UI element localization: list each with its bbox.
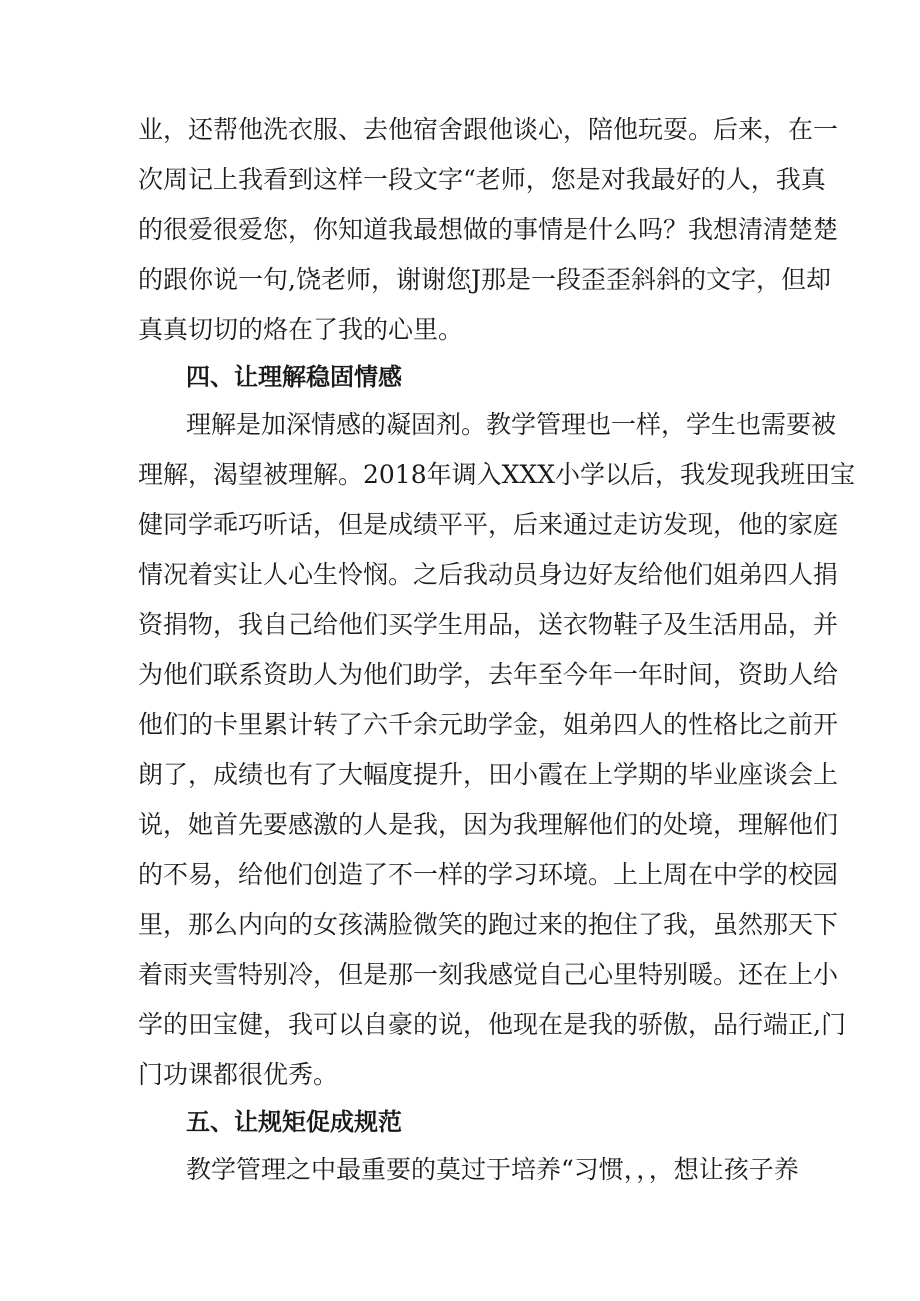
paragraph-line: 为他们联系资助人为他们助学，去年至今年一年时间，资助人给 (138, 660, 839, 689)
paragraph-line: 资捐物，我自己给他们买学生用品，送衣物鞋子及生活用品，并 (138, 610, 839, 639)
paragraph-line: 真真切切的烙在了我的心里。 (138, 315, 464, 344)
paragraph-line: 的很爱很爱您，你知道我最想做的事情是什么吗？我想清清楚楚 (138, 215, 839, 244)
paragraph-line: 理解是加深情感的凝固剂。教学管理也一样，学生也需要被 (186, 410, 837, 439)
paragraph-line: 说，她首先要感激的人是我，因为我理解他们的处境，理解他们 (138, 810, 839, 839)
paragraph-line: 学的田宝健，我可以自豪的说，他现在是我的骄傲，品行端正,门 (138, 1010, 846, 1039)
paragraph-line: 教学管理之中最重要的莫过于培养“习惯，，，想让孩子养 (186, 1155, 799, 1184)
section-heading: 四、让理解稳固情感 (186, 363, 402, 391)
paragraph-line: 次周记上我看到这样一段文字“老师，您是对我最好的人，我真 (138, 165, 826, 194)
paragraph-line: 里，那么内向的女孩满脸微笑的跑过来的抱住了我，虽然那天下 (138, 910, 839, 939)
paragraph-line: 门功课都很优秀。 (138, 1060, 339, 1089)
paragraph-line: 的跟你说一句,饶老师，谢谢您J那是一段歪歪斜斜的文字，但却 (138, 265, 831, 294)
paragraph-line: 朗了，成绩也有了大幅度提升，田小霞在上学期的毕业座谈会上 (138, 760, 839, 789)
paragraph-line: 业，还帮他洗衣服、去他宿舍跟他谈心，陪他玩耍。后来，在一 (138, 115, 839, 144)
section-heading: 五、让规矩促成规范 (186, 1108, 402, 1136)
paragraph-line: 健同学乖巧听话，但是成绩平平，后来通过走访发现，他的家庭 (138, 510, 839, 539)
paragraph-line: 着雨夹雪特别冷，但是那一刻我感觉自己心里特别暖。还在上小 (138, 960, 839, 989)
paragraph-line: 的不易，给他们创造了不一样的学习环境。上上周在中学的校园 (138, 860, 839, 889)
paragraph-line: 理解，渴望被理解。2018年调入XXX小学以后，我发现我班田宝 (138, 460, 856, 489)
paragraph-line: 他们的卡里累计转了六千余元助学金，姐弟四人的性格比之前开 (138, 710, 839, 739)
paragraph-line: 情况着实让人心生怜悯。之后我动员身边好友给他们姐弟四人捐 (138, 560, 839, 589)
